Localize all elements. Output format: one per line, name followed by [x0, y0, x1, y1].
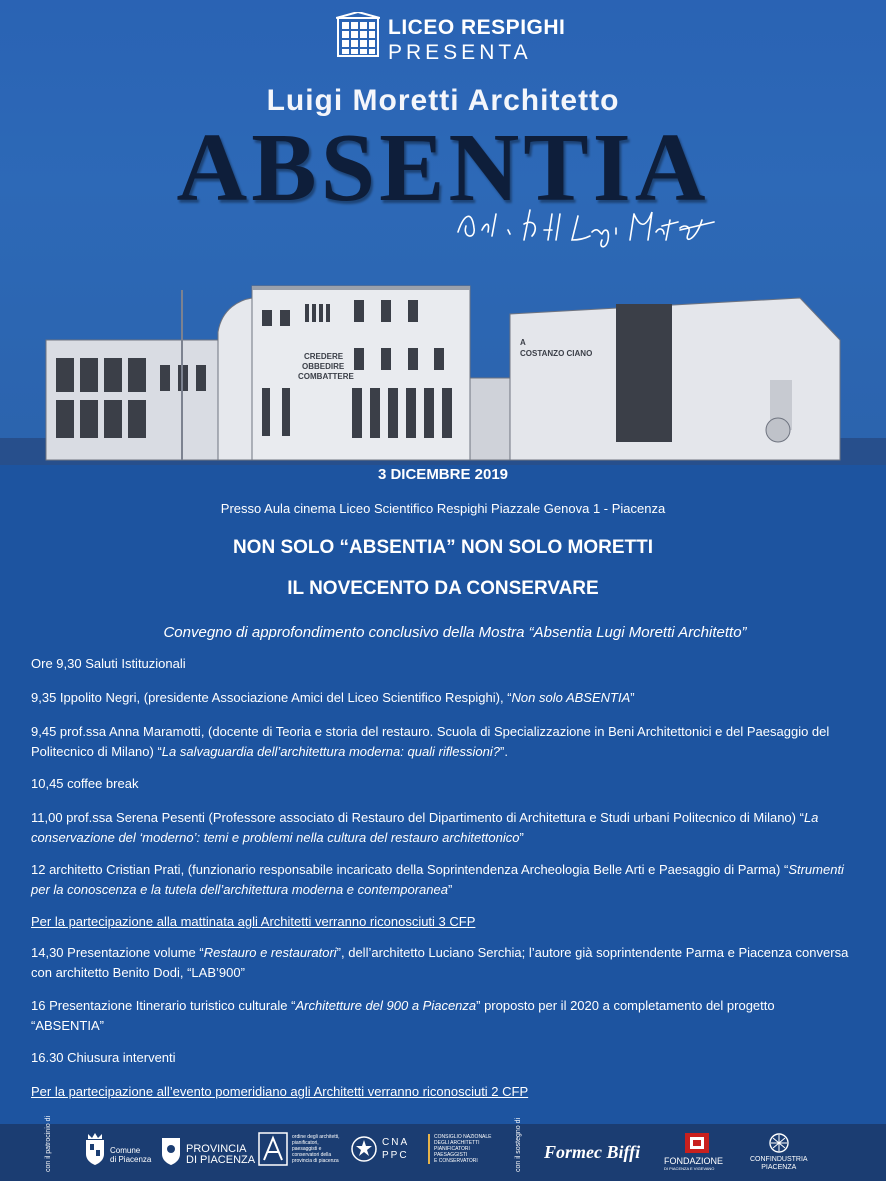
program-item-9 — [31, 996, 851, 1036]
building-sign-3: COMBATTERE — [298, 372, 354, 381]
program-item-3 — [31, 722, 851, 762]
program-item-5 — [31, 808, 851, 848]
support-label — [514, 1117, 540, 1174]
confindustria-mark-icon — [766, 1132, 792, 1154]
ordine-label: ordine degli architetti, pianificatori, paesaggisti e conservatori della provincia di piacenza — [292, 1134, 340, 1164]
program-item-3-text: 9,45 prof.ssa Anna Maramotti, (docente di Teoria e storia del restauro. Scuola di Specializzazione in Beni Architettonici e del Paesaggio del Politecnico di Milano) “ — [31, 724, 830, 759]
provincia-crest-icon — [160, 1132, 182, 1166]
program-item-8 — [31, 943, 851, 983]
confindustria-logo — [748, 1132, 818, 1174]
fondazione-label: FONDAZIONE — [664, 1156, 724, 1166]
building-sign-1: CREDERE — [304, 352, 344, 361]
comune-crest-icon — [84, 1132, 106, 1166]
casa-del-fascio-illustration — [0, 270, 886, 465]
formec-biffi-label: Formec Biffi — [544, 1142, 641, 1162]
cnappc-label: CONSIGLIO NAZIONALE DEGLI ARCHITETTI PIANIFICATORI PAESAGGISTI E CONSERVATORI — [434, 1134, 492, 1164]
program-item-9-text: 16 Presentazione Itinerario turistico culturale “ — [31, 998, 296, 1013]
ordine-architetti-logo — [258, 1132, 348, 1174]
program-item-8-text: 14,30 Presentazione volume “ — [31, 945, 204, 960]
provincia-logo — [160, 1132, 256, 1174]
comune-label: Comune di Piacenza — [110, 1146, 152, 1164]
morning-cfp-note: Per la partecipazione alla mattinata agli Architetti verranno riconosciuti 3 CFP — [31, 914, 476, 929]
provincia-label: PROVINCIA DI PIACENZA — [186, 1143, 256, 1166]
school-emblem-icon — [336, 12, 380, 60]
program-item-6-end: ” — [447, 882, 453, 897]
program-item-5-text: 11,00 prof.ssa Serena Pesenti (Professore associato di Restauro del Dipartimento di Architettura e Studi urbani Politecnico di Milano) “ — [31, 810, 804, 825]
program-item-2-title: Non solo ABSENTIA — [511, 690, 631, 705]
ordine-architetti-icon — [258, 1132, 288, 1166]
poster-header — [0, 0, 886, 460]
program-item-10: 16.30 Chiusura interventi — [31, 1050, 176, 1065]
fondazione-mark-icon — [684, 1132, 710, 1154]
confindustria-label: CONFINDUSTRIA PIACENZA — [750, 1156, 808, 1171]
fondazione-logo — [664, 1132, 734, 1174]
program-item-3-end: ”. — [499, 744, 508, 759]
fondazione-sub-label: DI PIACENZA E VIGEVANO — [664, 1166, 715, 1171]
headline-2: IL NOVECENTO DA CONSERVARE — [287, 578, 599, 599]
architect-heading: Luigi Moretti Architetto — [266, 84, 620, 117]
program-item-6 — [31, 860, 851, 900]
signature-image — [452, 200, 722, 260]
program-item-6-title: Strumenti per la conoscenza e la tutela dell’architettura moderna e contemporanea — [31, 862, 844, 897]
program-item-2-text: 9,35 Ippolito Negri, (presidente Associazione Amici del Liceo Scientifico Respighi), “ — [31, 690, 512, 705]
liceo-logo — [336, 12, 566, 68]
program-item-6-text: 12 architetto Cristian Prati, (funzionario responsabile incaricato della Soprintendenza Archeologia Belle Arti e Paesaggio di Parma) “ — [31, 862, 789, 877]
program-item-9-end: ” proposto per il 2020 a completamento del progetto “ABSENTIA” — [31, 998, 775, 1033]
building-sign-2: OBBEDIRE — [302, 362, 345, 371]
patronage-label — [44, 1115, 70, 1174]
program-item-5-end: ” — [519, 830, 524, 845]
sponsor-footer — [0, 1115, 886, 1181]
logo-title: LICEO RESPIGHI — [388, 16, 566, 39]
cnappc-logo — [350, 1132, 500, 1174]
building-sign-5: COSTANZO CIANO — [520, 349, 593, 358]
patronage-label-text: con il patrocinio di — [45, 1115, 52, 1172]
republic-emblem-icon — [350, 1132, 378, 1166]
cnappc-mark: CNA PPC — [382, 1137, 410, 1161]
support-label-text: con il sostegno di — [515, 1117, 522, 1172]
exhibition-title: ABSENTIA — [176, 114, 710, 222]
cnappc-divider — [428, 1134, 430, 1164]
program-item-2-end: ” — [630, 690, 635, 705]
program-item-9-title: Architetture del 900 a Piacenza — [295, 998, 477, 1013]
program-item-8-title: Restauro e restauratori — [203, 945, 337, 960]
event-venue: Presso Aula cinema Liceo Scientifico Respighi Piazzale Genova 1 - Piacenza — [220, 501, 666, 516]
program-item-3-title: La salvaguardia dell’architettura moderna: quali riflessioni? — [161, 744, 500, 759]
conference-intro: Convegno di approfondimento conclusivo della Mostra “Absentia Lugi Moretti Architetto” — [163, 624, 747, 641]
program-item-4: 10,45 coffee break — [31, 776, 139, 791]
program-item-2 — [31, 688, 851, 708]
logo-subtitle: PRESENTA — [388, 41, 532, 64]
afternoon-cfp-note: Per la partecipazione all’evento pomeridiano agli Architetti verranno riconosciuti 2 CFP — [31, 1084, 529, 1099]
program-item-8-end: ”, dell’architetto Luciano Serchia; l’autore già soprintendente Parma e Piacenza conversa con architetto Benito Dodi, “LAB’900” — [31, 945, 849, 980]
headline-1: NON SOLO “ABSENTIA” NON SOLO MORETTI — [232, 537, 654, 558]
comune-logo — [84, 1132, 154, 1174]
program-item-1: Ore 9,30 Saluti Istituzionali — [31, 656, 186, 671]
program-item-5-title: La conservazione del ‘moderno’: temi e problemi nella cultura del restauro architettonico — [31, 810, 819, 845]
event-date: 3 DICEMBRE 2019 — [377, 466, 509, 483]
formec-biffi-logo — [544, 1132, 654, 1174]
building-sign-4: A — [520, 338, 526, 347]
